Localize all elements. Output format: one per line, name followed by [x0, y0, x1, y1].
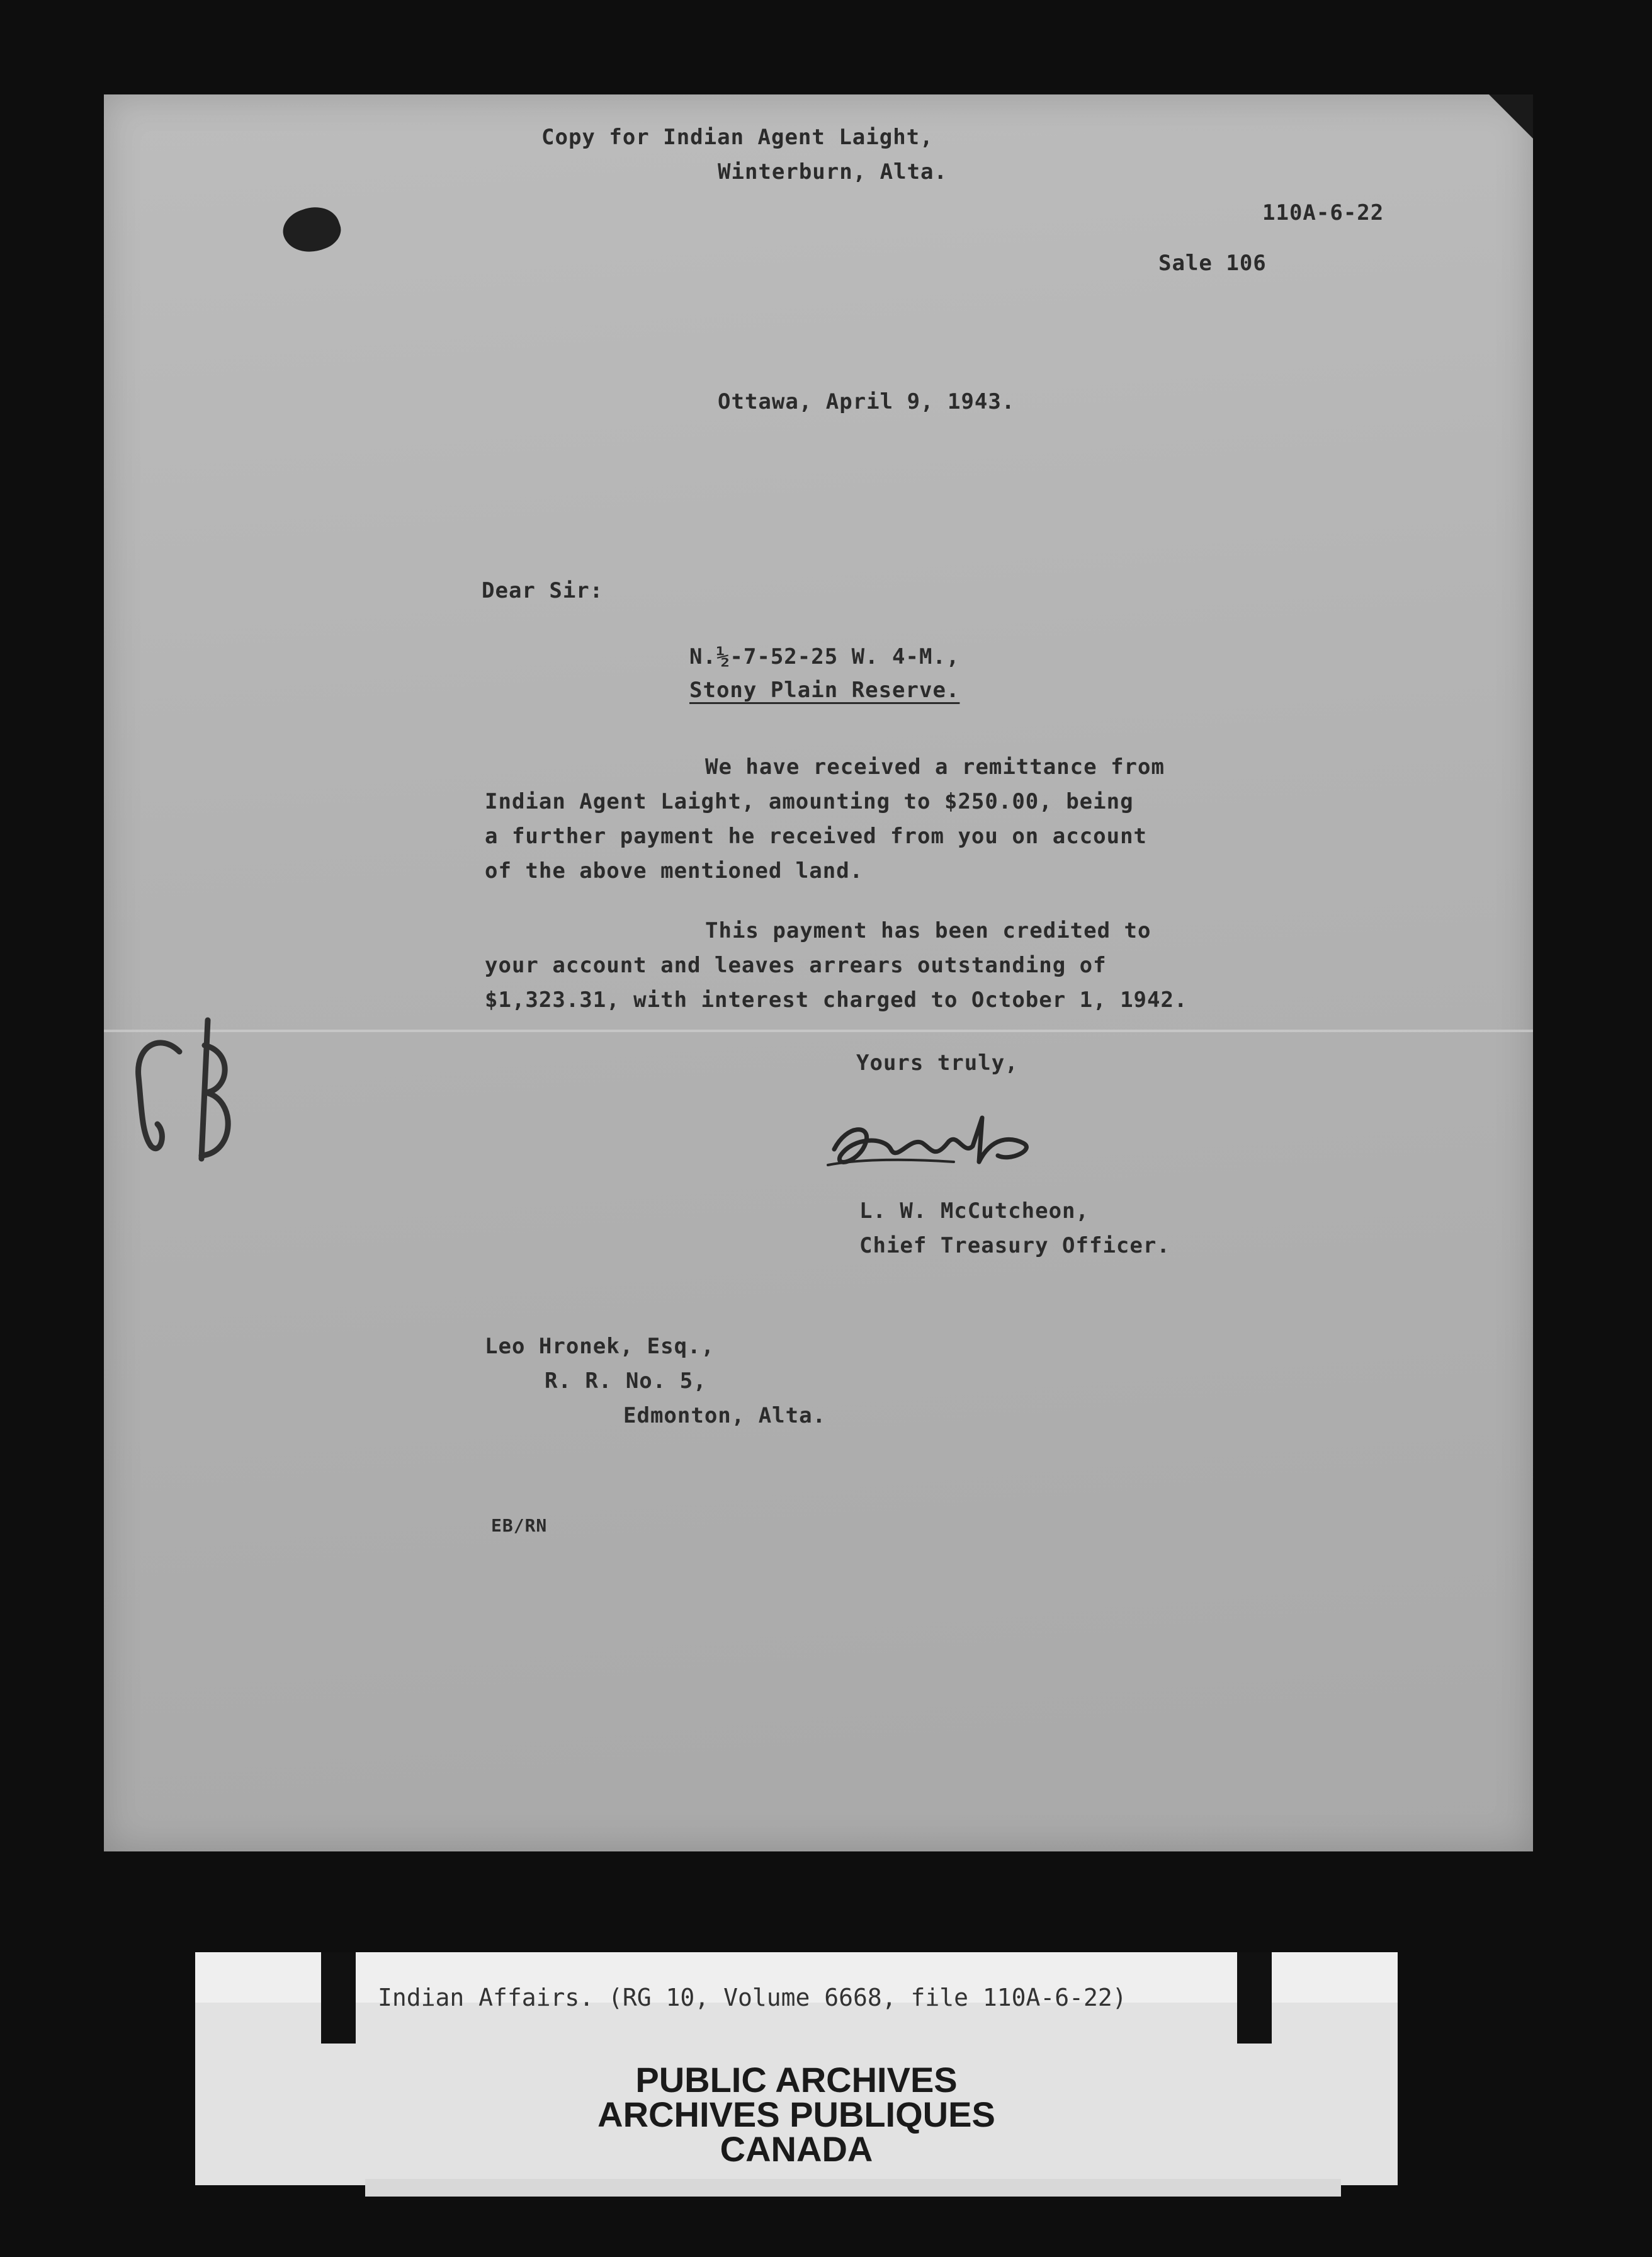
fold-line — [104, 1030, 1533, 1032]
paragraph-2-line-1: This payment has been credited to — [705, 918, 1151, 943]
copy-line-2: Winterburn, Alta. — [718, 159, 948, 185]
closing: Yours truly, — [856, 1050, 1019, 1076]
label-tab-left — [321, 1952, 356, 2044]
sale-number: Sale 106 — [1158, 251, 1267, 276]
archives-line-1: PUBLIC ARCHIVES — [635, 2060, 958, 2100]
label-bottom-edge — [365, 2179, 1341, 2197]
archive-label — [195, 1952, 1398, 2185]
file-reference: 110A-6-22 — [1262, 200, 1384, 225]
paragraph-2-line-2: your account and leaves arrears outstanding of — [485, 953, 1107, 978]
paragraph-2-line-3: $1,323.31, with interest charged to October 1, 1942. — [485, 987, 1188, 1013]
paragraph-1-line-4: of the above mentioned land. — [485, 858, 864, 884]
address-name: Leo Hronek, Esq., — [485, 1334, 715, 1359]
label-tab-right — [1237, 1952, 1272, 2044]
salutation: Dear Sir: — [482, 578, 604, 603]
archives-line-2: ARCHIVES PUBLIQUES — [597, 2095, 995, 2134]
archives-line-3: CANADA — [720, 2129, 873, 2169]
folded-corner — [1489, 94, 1533, 139]
typist-initials: EB/RN — [491, 1515, 548, 1536]
signature — [822, 1099, 1048, 1181]
address-route: R. R. No. 5, — [545, 1368, 707, 1394]
signer-name: L. W. McCutcheon, — [859, 1198, 1089, 1224]
copy-line-1: Copy for Indian Agent Laight, — [541, 125, 934, 150]
subject-line-1: N.½-7-52-25 W. 4-M., — [689, 644, 960, 669]
paragraph-1-line-2: Indian Agent Laight, amounting to $250.00, being — [485, 789, 1134, 814]
subject-line-2: Stony Plain Reserve. — [689, 678, 960, 703]
handwritten-note — [123, 1008, 249, 1171]
paragraph-1-line-1: We have received a remittance from — [705, 754, 1165, 780]
signer-title: Chief Treasury Officer. — [859, 1233, 1170, 1258]
address-city: Edmonton, Alta. — [623, 1403, 827, 1428]
archive-reference: Indian Affairs. (RG 10, Volume 6668, file 110A-6-22) — [378, 1984, 1127, 2011]
letter-date: Ottawa, April 9, 1943. — [718, 389, 1016, 414]
letter-page — [104, 94, 1533, 1851]
paragraph-1-line-3: a further payment he received from you on account — [485, 824, 1148, 849]
ink-blot — [278, 200, 346, 261]
